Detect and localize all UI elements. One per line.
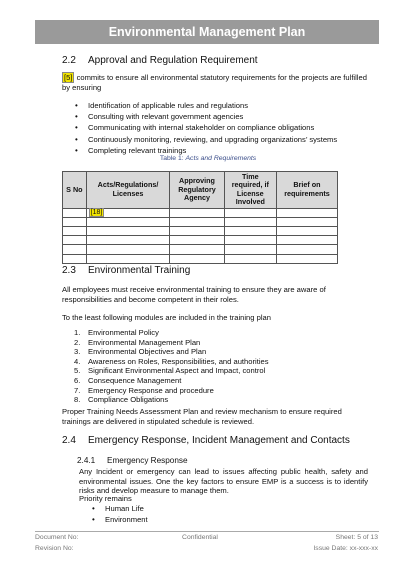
module-label: Environmental Objectives and Plan (88, 347, 207, 357)
table-cell[interactable] (170, 217, 224, 226)
document-number-label: Document No: (35, 534, 79, 541)
list-item: • Completing relevant trainings (72, 145, 372, 156)
issue-date: Issue Date: xx-xxx-xx (313, 545, 378, 552)
section-2-2-heading (62, 55, 258, 66)
section-number: 2.2 (62, 55, 76, 66)
table-cell[interactable] (63, 254, 87, 263)
section-number: 2.4 (62, 435, 76, 446)
section-title: Emergency Response, Incident Management and Contacts (88, 435, 350, 446)
table-cell[interactable] (63, 208, 87, 217)
table-cell[interactable] (86, 245, 170, 254)
column-header: Time required, if License Involved (224, 172, 276, 209)
list-item: 3. Environmental Objectives and Plan (74, 347, 207, 357)
module-label: Consequence Management (88, 375, 182, 385)
table-cell[interactable] (170, 208, 224, 217)
section-title: Approval and Regulation Requirement (88, 55, 258, 66)
module-label: Environmental Policy (88, 328, 159, 337)
revision-number-label: Revision No: (35, 545, 74, 552)
table-cell[interactable] (224, 254, 276, 263)
table-caption (0, 155, 416, 162)
table-cell[interactable] (224, 227, 276, 236)
approval-bullet-list (72, 100, 372, 156)
training-module-list (74, 328, 364, 405)
priority-bullet-list (89, 503, 289, 525)
table-cell[interactable] (224, 245, 276, 254)
table-row (63, 227, 338, 236)
table-cell[interactable] (63, 236, 87, 245)
list-item: • Continuously monitoring, reviewing, and upgrading organizations’ systems (72, 134, 372, 145)
sheet-number: Sheet: 5 of 13 (335, 534, 378, 541)
caption-title: Acts and Requirements (185, 155, 257, 162)
subsection-number: 2.4.1 (77, 456, 96, 465)
table-row (63, 245, 338, 254)
table-cell[interactable] (276, 236, 337, 245)
module-label: Compliance Obligations (88, 395, 169, 405)
table-cell[interactable] (276, 245, 337, 254)
document-title: Environmental Management Plan (108, 25, 306, 39)
table-row (63, 217, 338, 226)
module-label: Awareness on Roles, Responsibilities, and authorities (88, 356, 269, 366)
module-label: Emergency Response and procedure (88, 385, 214, 395)
list-item: • Environment (89, 514, 289, 525)
table-header-row (63, 172, 338, 209)
list-item: 8. Compliance Obligations (74, 395, 169, 405)
list-item: 1. Environmental Policy (74, 328, 159, 337)
footer-divider (35, 531, 379, 532)
table-cell[interactable] (224, 208, 276, 217)
list-item: 7. Emergency Response and procedure (74, 385, 214, 395)
section-title: Environmental Training (88, 265, 191, 276)
list-item: • Consulting with relevant government agencies (72, 111, 372, 122)
table-cell[interactable] (170, 254, 224, 263)
list-item: • Identification of applicable rules and regulations (72, 100, 372, 111)
company-placeholder: [5] (64, 73, 73, 82)
table-cell[interactable] (224, 236, 276, 245)
module-label: Environmental Management Plan (88, 337, 201, 347)
list-item: 6. Consequence Management (74, 375, 182, 385)
subsection-title: Emergency Response (107, 456, 188, 465)
regulation-placeholder: [18] (90, 208, 103, 216)
section-2-4-heading (62, 435, 350, 446)
table-cell[interactable] (276, 227, 337, 236)
table-cell[interactable] (170, 227, 224, 236)
training-paragraph-3: Proper Training Needs Assessment Plan and review mechanism to ensure required trainings are delivered in stipulated schedule is reviewed. (62, 407, 342, 426)
training-paragraph-1: All employees must receive environmental training to ensure they are aware of responsibilities and become competent in their roles. (62, 285, 326, 304)
training-paragraph-2: To the least following modules are included in the training plan (62, 313, 271, 322)
table-cell[interactable] (63, 245, 87, 254)
table-cell[interactable] (170, 245, 224, 254)
table-cell[interactable] (63, 227, 87, 236)
table-row (63, 254, 338, 263)
section-2-3-heading (62, 265, 190, 276)
table-row (63, 236, 338, 245)
table-cell[interactable] (276, 254, 337, 263)
list-item: • Human Life (89, 503, 289, 514)
emergency-paragraph-2: Priority remains (79, 494, 132, 503)
list-item: 5. Significant Environmental Aspect and Impact, control (74, 366, 266, 376)
document-title-banner (35, 20, 379, 44)
emergency-paragraph-1: Any Incident or emergency can lead to issues affecting public health, safety and environmental issues. One the key factors to ensure EMP is a success is to identify risks and develop measure to manage them. (79, 467, 368, 496)
table-cell[interactable] (86, 227, 170, 236)
confidential-label: Confidential (182, 534, 218, 541)
section-number: 2.3 (62, 265, 76, 276)
column-header: Approving Regulatory Agency (170, 172, 224, 209)
list-item: • Communicating with internal stakeholder on compliance obligations (72, 122, 372, 133)
column-header: S No (63, 172, 87, 209)
module-label: Significant Environmental Aspect and Impact, control (88, 366, 266, 376)
subsection-2-4-1-heading (77, 456, 188, 466)
caption-prefix: Table 1: (159, 155, 186, 162)
list-item: 4. Awareness on Roles, Responsibilities, and authorities (74, 356, 269, 366)
table-cell[interactable] (63, 217, 87, 226)
table-cell[interactable] (276, 217, 337, 226)
table-cell[interactable] (170, 236, 224, 245)
intro-text: commits to ensure all environmental statutory requirements for the projects are fulfilled by ensuring (62, 73, 367, 92)
table-cell[interactable] (276, 208, 337, 217)
table-cell[interactable] (224, 217, 276, 226)
list-item: 2. Environmental Management Plan (74, 337, 201, 347)
column-header: Acts/Regulations/ Licenses (86, 172, 170, 209)
table-row (63, 208, 338, 217)
table-cell[interactable] (86, 236, 170, 245)
column-header: Brief on requirements (276, 172, 337, 209)
table-cell[interactable] (86, 217, 170, 226)
table-cell[interactable] (86, 208, 170, 217)
section-2-2-intro (62, 73, 372, 92)
acts-requirements-table (62, 171, 338, 264)
table-cell[interactable] (86, 254, 170, 263)
